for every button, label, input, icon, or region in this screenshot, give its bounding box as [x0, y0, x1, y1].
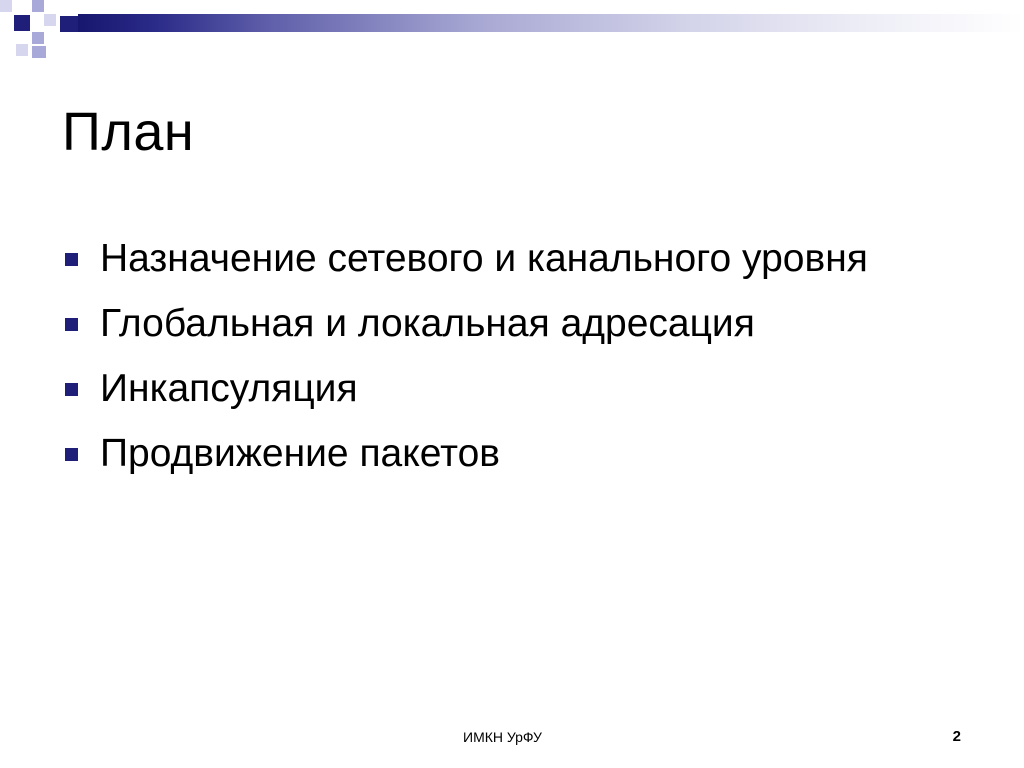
bullet-text: Глобальная и локальная адресация — [100, 302, 755, 345]
bullet-text: Инкапсуляция — [100, 367, 358, 410]
decor-square — [14, 15, 30, 31]
slide-title: План — [62, 102, 195, 162]
bullet-item — [62, 230, 962, 288]
bullet-list — [62, 230, 962, 490]
bullet-item — [62, 295, 962, 353]
decor-square — [32, 32, 44, 44]
decor-square — [0, 0, 12, 12]
decor-square — [60, 16, 78, 32]
decor-square — [32, 0, 44, 12]
decor-square — [16, 44, 28, 56]
page-number: 2 — [952, 728, 961, 745]
decor-square — [32, 46, 46, 58]
square-bullet-icon — [65, 448, 78, 461]
square-bullet-icon — [65, 383, 78, 396]
header-gradient-bar — [78, 14, 1024, 32]
bullet-text: Назначение сетевого и канального уровня — [100, 237, 868, 280]
slide-footer — [0, 727, 1024, 747]
decor-square — [44, 14, 56, 26]
bullet-item — [62, 360, 962, 418]
footer-organization: ИМКН УрФУ — [463, 729, 542, 745]
bullet-text: Продвижение пакетов — [100, 432, 500, 475]
bullet-item — [62, 425, 962, 483]
square-bullet-icon — [65, 318, 78, 331]
square-bullet-icon — [65, 253, 78, 266]
